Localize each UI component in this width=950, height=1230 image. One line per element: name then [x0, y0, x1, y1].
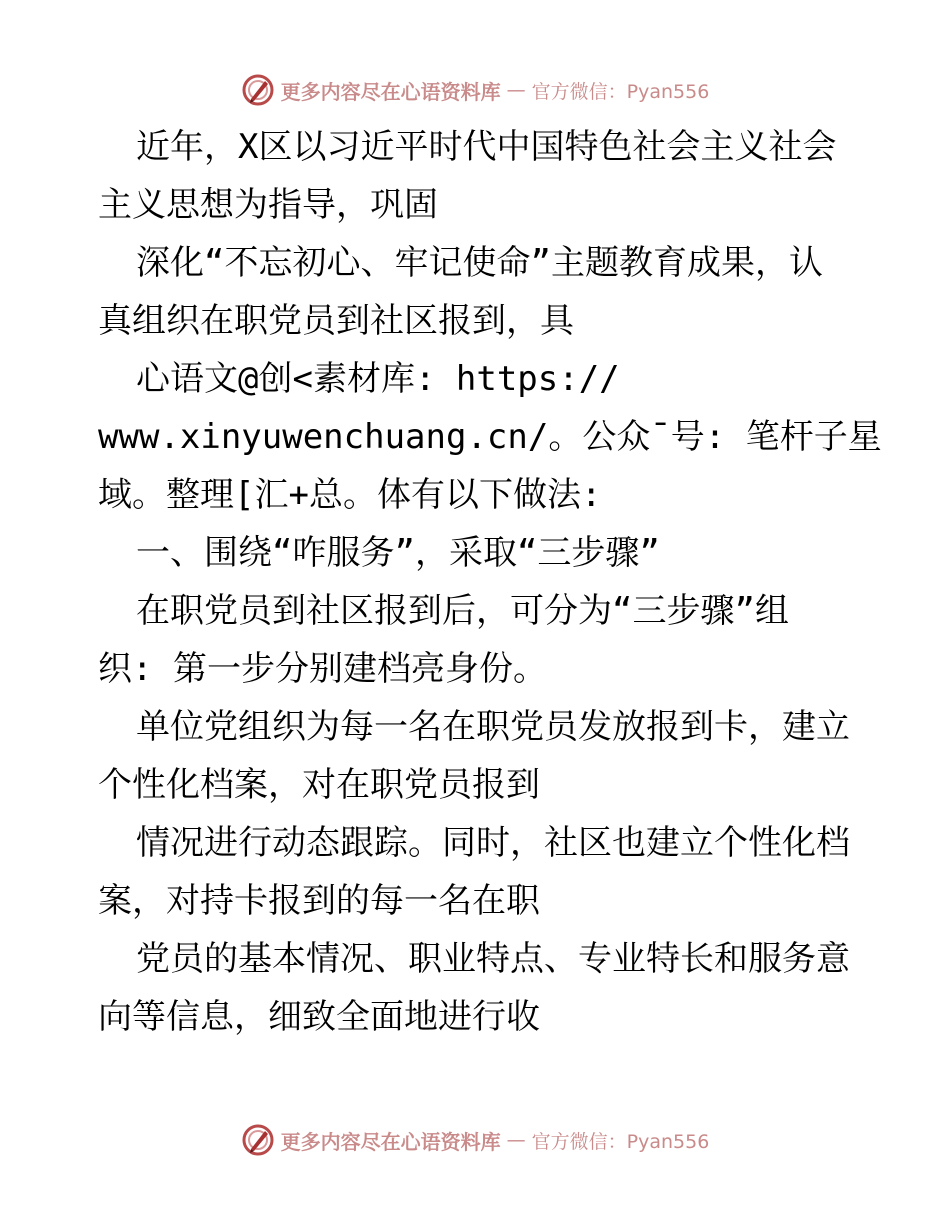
section-heading: 一、围绕“咋服务”，采取“三步骤”: [136, 533, 660, 573]
paragraph-line: 域。整理[汇+总。体有以下做法:: [98, 475, 602, 515]
header-banner: [0, 70, 950, 110]
banner-contact: 官方微信：Pyan556: [531, 80, 710, 103]
paragraph-line: 织: 第一步分别建档亮身份。: [98, 649, 547, 689]
paragraph-line: 在职党员到社区报到后，可分为“三步骤”组: [136, 591, 789, 631]
document-body: [98, 118, 882, 1046]
paragraph-line: 向等信息，细致全面地进行收: [98, 997, 540, 1037]
paragraph-line: 情况进行动态跟踪。同时，社区也建立个性化档: [136, 823, 850, 863]
paragraph-line: 深化“不忘初心、牢记使命”主题教育成果，认: [136, 243, 823, 283]
paragraph-line: 案，对持卡报到的每一名在职: [98, 881, 540, 921]
paragraph-line: 近年，X区以习近平时代中国特色社会主义社会: [136, 127, 837, 167]
pen-logo-icon: [241, 73, 275, 107]
banner-separator: —: [506, 1129, 526, 1151]
paragraph-line: 个性化档案，对在职党员报到: [98, 765, 540, 805]
paragraph-line: www.xinyuwenchuang.cn/。公众¯号: 笔杆子星: [98, 417, 882, 457]
footer-banner: [0, 1120, 950, 1160]
banner-contact: 官方微信：Pyan556: [531, 1130, 710, 1153]
pen-logo-icon: [241, 1123, 275, 1157]
banner-separator: —: [506, 79, 526, 101]
paragraph-line: 真组织在职党员到社区报到，具: [98, 301, 574, 341]
paragraph-line: 心语文@创<素材库: https://: [136, 359, 620, 399]
paragraph-line: 主义思想为指导，巩固: [98, 185, 438, 225]
paragraph-line: 党员的基本情况、职业特点、专业特长和服务意: [136, 939, 850, 979]
banner-title: 更多内容尽在心语资料库: [280, 1129, 501, 1154]
banner-title: 更多内容尽在心语资料库: [280, 79, 501, 104]
paragraph-line: 单位党组织为每一名在职党员发放报到卡，建立: [136, 707, 850, 747]
